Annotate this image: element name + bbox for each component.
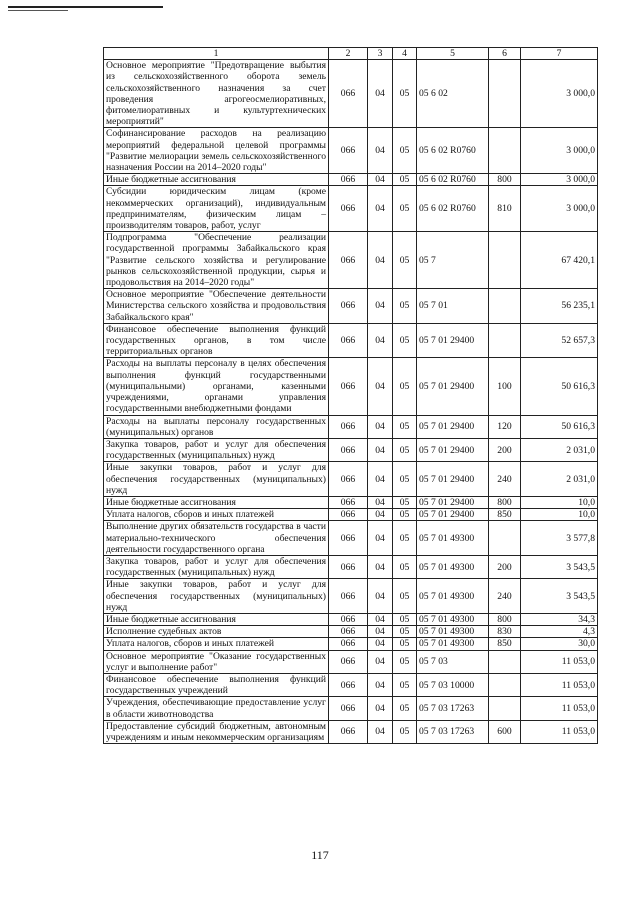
row-pr: 05 bbox=[393, 579, 417, 614]
table-row bbox=[104, 496, 598, 508]
row-ved: 066 bbox=[329, 509, 368, 521]
table-row bbox=[104, 579, 598, 614]
row-sum: 3 000,0 bbox=[521, 128, 598, 174]
row-csr: 05 6 02 R0760 bbox=[417, 128, 489, 174]
row-vr bbox=[489, 521, 521, 556]
row-pr: 05 bbox=[393, 626, 417, 638]
row-csr: 05 7 01 29400 bbox=[417, 509, 489, 521]
row-vr bbox=[489, 673, 521, 696]
row-pr: 05 bbox=[393, 555, 417, 578]
row-rz: 04 bbox=[368, 613, 393, 625]
row-csr: 05 7 bbox=[417, 232, 489, 289]
row-rz: 04 bbox=[368, 697, 393, 720]
row-pr: 05 bbox=[393, 186, 417, 232]
row-vr: 850 bbox=[489, 638, 521, 650]
row-rz: 04 bbox=[368, 496, 393, 508]
row-name: Расходы на выплаты персоналу в целях обеспечения выполнения функций государственными (муниципальными) органами, казенными учреждениями, органами управления государственными внебюджетными фондами bbox=[104, 358, 329, 415]
row-pr: 05 bbox=[393, 697, 417, 720]
row-sum: 3 000,0 bbox=[521, 186, 598, 232]
row-ved: 066 bbox=[329, 289, 368, 324]
row-csr: 05 7 01 bbox=[417, 289, 489, 324]
header-col-6: 6 bbox=[489, 48, 521, 60]
row-vr bbox=[489, 128, 521, 174]
row-pr: 05 bbox=[393, 358, 417, 415]
row-csr: 05 7 01 29400 bbox=[417, 438, 489, 461]
table-row bbox=[104, 415, 598, 438]
table-row bbox=[104, 720, 598, 743]
row-vr bbox=[489, 650, 521, 673]
row-rz: 04 bbox=[368, 438, 393, 461]
row-vr: 800 bbox=[489, 174, 521, 186]
row-ved: 066 bbox=[329, 323, 368, 358]
row-vr: 800 bbox=[489, 496, 521, 508]
row-csr: 05 6 02 bbox=[417, 60, 489, 128]
row-rz: 04 bbox=[368, 415, 393, 438]
row-csr: 05 7 03 17263 bbox=[417, 720, 489, 743]
row-ved: 066 bbox=[329, 673, 368, 696]
row-sum: 2 031,0 bbox=[521, 462, 598, 497]
row-sum: 67 420,1 bbox=[521, 232, 598, 289]
row-ved: 066 bbox=[329, 174, 368, 186]
table-row bbox=[104, 60, 598, 128]
row-name: Иные бюджетные ассигнования bbox=[104, 613, 329, 625]
row-pr: 05 bbox=[393, 650, 417, 673]
row-csr: 05 7 01 49300 bbox=[417, 613, 489, 625]
row-csr: 05 7 01 29400 bbox=[417, 496, 489, 508]
row-csr: 05 7 01 49300 bbox=[417, 579, 489, 614]
row-rz: 04 bbox=[368, 673, 393, 696]
row-vr bbox=[489, 697, 521, 720]
table-row bbox=[104, 438, 598, 461]
row-pr: 05 bbox=[393, 496, 417, 508]
row-sum: 10,0 bbox=[521, 496, 598, 508]
row-name: Основное мероприятие "Оказание государственных услуг и выполнение работ" bbox=[104, 650, 329, 673]
row-pr: 05 bbox=[393, 438, 417, 461]
row-rz: 04 bbox=[368, 509, 393, 521]
row-name: Уплата налогов, сборов и иных платежей bbox=[104, 638, 329, 650]
row-rz: 04 bbox=[368, 128, 393, 174]
row-name: Иные бюджетные ассигнования bbox=[104, 174, 329, 186]
row-vr bbox=[489, 289, 521, 324]
row-ved: 066 bbox=[329, 720, 368, 743]
row-vr: 830 bbox=[489, 626, 521, 638]
row-rz: 04 bbox=[368, 555, 393, 578]
row-pr: 05 bbox=[393, 462, 417, 497]
row-name: Закупка товаров, работ и услуг для обеспечения государственных (муниципальных) нужд bbox=[104, 555, 329, 578]
row-name: Закупка товаров, работ и услуг для обеспечения государственных (муниципальных) нужд bbox=[104, 438, 329, 461]
row-name: Иные закупки товаров, работ и услуг для обеспечения государственных (муниципальных) нужд bbox=[104, 462, 329, 497]
header-col-1: 1 bbox=[104, 48, 329, 60]
row-csr: 05 7 03 17263 bbox=[417, 697, 489, 720]
row-ved: 066 bbox=[329, 579, 368, 614]
row-vr bbox=[489, 232, 521, 289]
row-pr: 05 bbox=[393, 415, 417, 438]
header-rule-thin bbox=[8, 10, 68, 11]
row-name: Исполнение судебных актов bbox=[104, 626, 329, 638]
row-name: Основное мероприятие "Обеспечение деятельности Министерства сельского хозяйства и продовольствия Забайкальского края" bbox=[104, 289, 329, 324]
row-pr: 05 bbox=[393, 521, 417, 556]
row-sum: 52 657,3 bbox=[521, 323, 598, 358]
row-pr: 05 bbox=[393, 323, 417, 358]
table-header-row bbox=[104, 48, 598, 60]
row-name: Иные закупки товаров, работ и услуг для обеспечения государственных (муниципальных) нужд bbox=[104, 579, 329, 614]
row-csr: 05 7 03 10000 bbox=[417, 673, 489, 696]
header-col-2: 2 bbox=[329, 48, 368, 60]
header-rule bbox=[8, 6, 163, 8]
table-row bbox=[104, 697, 598, 720]
table-row bbox=[104, 638, 598, 650]
row-sum: 11 053,0 bbox=[521, 650, 598, 673]
row-pr: 05 bbox=[393, 128, 417, 174]
row-rz: 04 bbox=[368, 521, 393, 556]
table-row bbox=[104, 462, 598, 497]
row-ved: 066 bbox=[329, 128, 368, 174]
table-row bbox=[104, 626, 598, 638]
table-row bbox=[104, 174, 598, 186]
row-sum: 50 616,3 bbox=[521, 358, 598, 415]
row-rz: 04 bbox=[368, 186, 393, 232]
row-rz: 04 bbox=[368, 626, 393, 638]
row-ved: 066 bbox=[329, 555, 368, 578]
row-ved: 066 bbox=[329, 438, 368, 461]
row-sum: 11 053,0 bbox=[521, 720, 598, 743]
header-col-4: 4 bbox=[393, 48, 417, 60]
row-vr bbox=[489, 323, 521, 358]
row-sum: 30,0 bbox=[521, 638, 598, 650]
row-vr: 240 bbox=[489, 579, 521, 614]
table-row bbox=[104, 555, 598, 578]
table-row bbox=[104, 650, 598, 673]
row-sum: 11 053,0 bbox=[521, 697, 598, 720]
row-sum: 3 000,0 bbox=[521, 174, 598, 186]
table-row bbox=[104, 509, 598, 521]
table-row bbox=[104, 521, 598, 556]
table-row bbox=[104, 232, 598, 289]
row-name: Основное мероприятие "Предотвращение выбытия из сельскохозяйственного оборота земель сельскохозяйственного назначения за счет проведения агрогеосмелиоративных, фитомелиоративных и культуртехнических мероприятий" bbox=[104, 60, 329, 128]
row-pr: 05 bbox=[393, 289, 417, 324]
row-ved: 066 bbox=[329, 358, 368, 415]
row-vr: 800 bbox=[489, 613, 521, 625]
row-pr: 05 bbox=[393, 60, 417, 128]
row-ved: 066 bbox=[329, 186, 368, 232]
row-pr: 05 bbox=[393, 509, 417, 521]
row-pr: 05 bbox=[393, 673, 417, 696]
row-csr: 05 7 01 49300 bbox=[417, 555, 489, 578]
row-name: Финансовое обеспечение выполнения функций государственных органов, в том числе территориальных органов bbox=[104, 323, 329, 358]
row-ved: 066 bbox=[329, 697, 368, 720]
row-name: Финансовое обеспечение выполнения функций государственных учреждений bbox=[104, 673, 329, 696]
row-rz: 04 bbox=[368, 358, 393, 415]
row-vr: 600 bbox=[489, 720, 521, 743]
row-rz: 04 bbox=[368, 638, 393, 650]
row-name: Уплата налогов, сборов и иных платежей bbox=[104, 509, 329, 521]
row-rz: 04 bbox=[368, 174, 393, 186]
row-vr: 850 bbox=[489, 509, 521, 521]
header-col-3: 3 bbox=[368, 48, 393, 60]
row-name: Подпрограмма "Обеспечение реализации государственной программы Забайкальского края "Развитие сельского хозяйства и регулирование рынков сельскохозяйственной продукции, сырья и продовольствия на 2014–2020 годы" bbox=[104, 232, 329, 289]
row-csr: 05 7 01 49300 bbox=[417, 521, 489, 556]
table-row bbox=[104, 323, 598, 358]
row-ved: 066 bbox=[329, 638, 368, 650]
row-ved: 066 bbox=[329, 626, 368, 638]
row-ved: 066 bbox=[329, 496, 368, 508]
row-sum: 3 577,8 bbox=[521, 521, 598, 556]
row-ved: 066 bbox=[329, 232, 368, 289]
table-row bbox=[104, 186, 598, 232]
row-sum: 50 616,3 bbox=[521, 415, 598, 438]
row-name: Учреждения, обеспечивающие предоставление услуг в области животноводства bbox=[104, 697, 329, 720]
row-vr: 120 bbox=[489, 415, 521, 438]
row-sum: 10,0 bbox=[521, 509, 598, 521]
row-ved: 066 bbox=[329, 613, 368, 625]
row-rz: 04 bbox=[368, 60, 393, 128]
row-name: Иные бюджетные ассигнования bbox=[104, 496, 329, 508]
row-rz: 04 bbox=[368, 462, 393, 497]
row-rz: 04 bbox=[368, 232, 393, 289]
row-sum: 56 235,1 bbox=[521, 289, 598, 324]
row-rz: 04 bbox=[368, 720, 393, 743]
row-name: Софинансирование расходов на реализацию мероприятий федеральной целевой программы "Развитие мелиорации земель сельскохозяйственного назначения России на 2014–2020 годы" bbox=[104, 128, 329, 174]
table-row bbox=[104, 673, 598, 696]
table-row bbox=[104, 289, 598, 324]
row-ved: 066 bbox=[329, 650, 368, 673]
table-row bbox=[104, 358, 598, 415]
row-name: Субсидии юридическим лицам (кроме некоммерческих организаций), индивидуальным предпринимателям, физическим лицам – производителям товаров, работ, услуг bbox=[104, 186, 329, 232]
row-name: Расходы на выплаты персоналу государственных (муниципальных) органов bbox=[104, 415, 329, 438]
row-vr: 810 bbox=[489, 186, 521, 232]
row-sum: 4,3 bbox=[521, 626, 598, 638]
row-ved: 066 bbox=[329, 415, 368, 438]
row-csr: 05 7 01 49300 bbox=[417, 638, 489, 650]
row-csr: 05 6 02 R0760 bbox=[417, 186, 489, 232]
page-number: 117 bbox=[311, 848, 329, 862]
row-csr: 05 7 01 49300 bbox=[417, 626, 489, 638]
row-pr: 05 bbox=[393, 232, 417, 289]
table-row bbox=[104, 128, 598, 174]
row-vr: 240 bbox=[489, 462, 521, 497]
row-vr: 200 bbox=[489, 555, 521, 578]
row-rz: 04 bbox=[368, 289, 393, 324]
row-name: Предоставление субсидий бюджетным, автономным учреждениям и иным некоммерческим организациям bbox=[104, 720, 329, 743]
row-csr: 05 7 01 29400 bbox=[417, 462, 489, 497]
row-sum: 3 543,5 bbox=[521, 579, 598, 614]
row-pr: 05 bbox=[393, 638, 417, 650]
row-ved: 066 bbox=[329, 462, 368, 497]
row-pr: 05 bbox=[393, 174, 417, 186]
row-sum: 11 053,0 bbox=[521, 673, 598, 696]
row-pr: 05 bbox=[393, 720, 417, 743]
row-csr: 05 6 02 R0760 bbox=[417, 174, 489, 186]
row-sum: 2 031,0 bbox=[521, 438, 598, 461]
row-rz: 04 bbox=[368, 650, 393, 673]
row-csr: 05 7 01 29400 bbox=[417, 323, 489, 358]
row-ved: 066 bbox=[329, 521, 368, 556]
budget-table bbox=[103, 47, 598, 744]
row-csr: 05 7 01 29400 bbox=[417, 415, 489, 438]
row-vr: 200 bbox=[489, 438, 521, 461]
row-rz: 04 bbox=[368, 579, 393, 614]
table-row bbox=[104, 613, 598, 625]
row-sum: 3 000,0 bbox=[521, 60, 598, 128]
header-col-5: 5 bbox=[417, 48, 489, 60]
header-col-7: 7 bbox=[521, 48, 598, 60]
row-ved: 066 bbox=[329, 60, 368, 128]
row-rz: 04 bbox=[368, 323, 393, 358]
row-csr: 05 7 01 29400 bbox=[417, 358, 489, 415]
row-sum: 3 543,5 bbox=[521, 555, 598, 578]
row-vr: 100 bbox=[489, 358, 521, 415]
row-vr bbox=[489, 60, 521, 128]
row-csr: 05 7 03 bbox=[417, 650, 489, 673]
row-name: Выполнение других обязательств государства в части материально-технического обеспечения деятельности государственного органа bbox=[104, 521, 329, 556]
row-pr: 05 bbox=[393, 613, 417, 625]
row-sum: 34,3 bbox=[521, 613, 598, 625]
